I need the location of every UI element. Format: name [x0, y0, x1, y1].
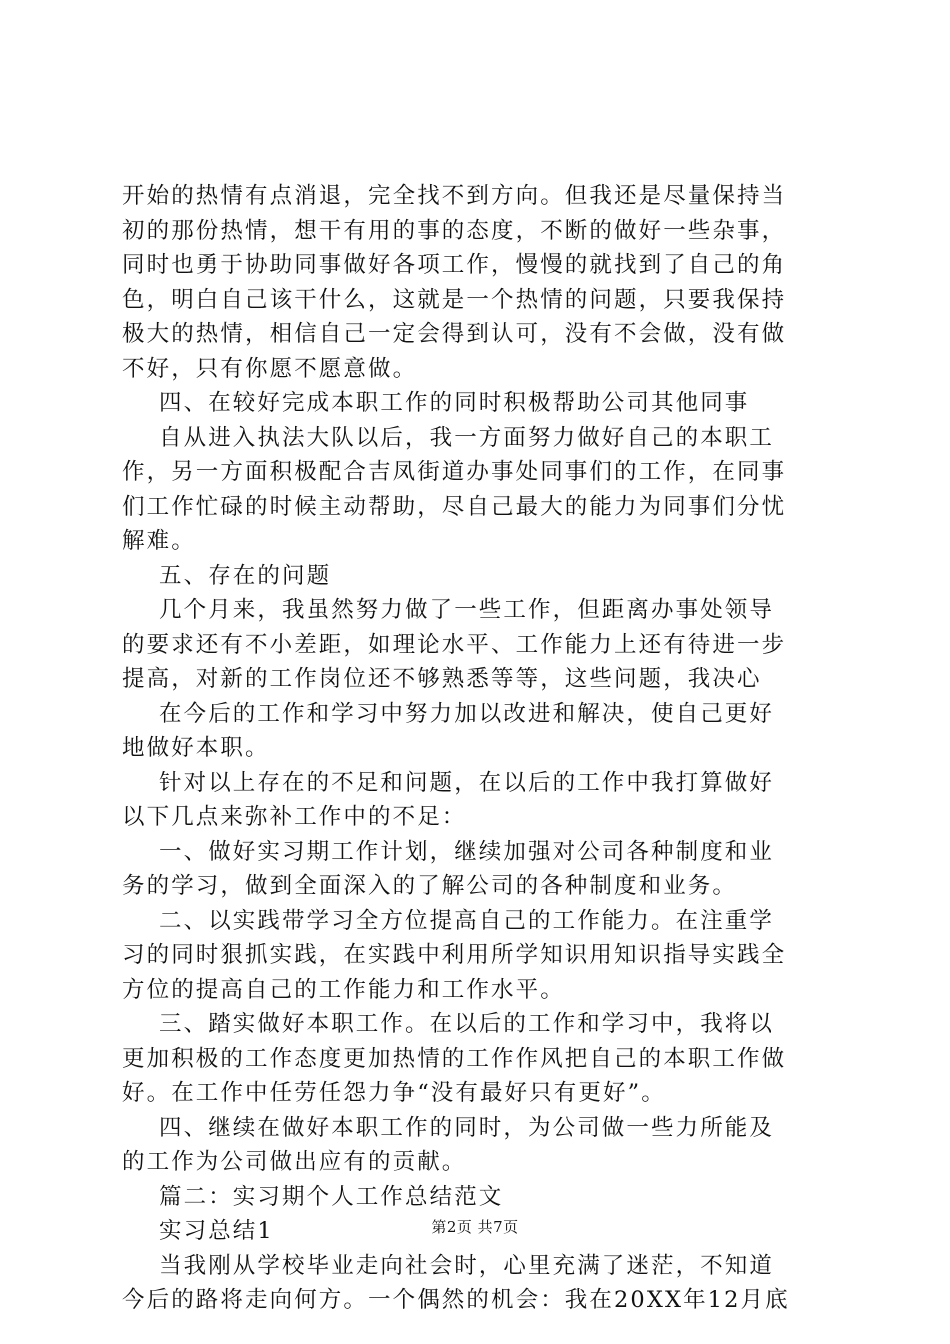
list-item: 四、继续在做好本职工作的同时，为公司做一些力所能及 [122, 1114, 775, 1141]
text-line: 的要求还有不小差距，如理论水平、工作能力上还有待进一步 [122, 631, 787, 658]
text-line: 不好，只有你愿不愿意做。 [122, 355, 418, 382]
text-line: 在今后的工作和学习中努力加以改进和解决，使自己更好 [122, 700, 775, 727]
list-item: 一、做好实习期工作计划，继续加强对公司各种制度和业 [122, 838, 775, 865]
text-line: 务的学习，做到全面深入的了解公司的各种制度和业务。 [122, 873, 738, 899]
text-line: 开始的热情有点消退，完全找不到方向。但我还是尽量保持当 [122, 183, 787, 209]
text-line: 初的那份热情，想干有用的事的态度，不断的做好一些杂事， [122, 217, 787, 244]
text-line: 极大的热情，相信自己一定会得到认可，没有不会做，没有做 [122, 321, 787, 347]
section-heading: 五、存在的问题 [122, 562, 332, 589]
text-line: 好。在工作中任劳任怨力争“没有最好只有更好”。 [122, 1080, 666, 1106]
text-line: 几个月来，我虽然努力做了一些工作，但距离办事处领导 [122, 597, 775, 623]
text-line: 提高，对新的工作岗位还不够熟悉等等，这些问题，我决心 [122, 666, 762, 692]
text-line: 自从进入执法大队以后，我一方面努力做好自己的本职工 [122, 424, 775, 451]
text-line: 以下几点来弥补工作中的不足： [122, 804, 467, 830]
text-line: 习的同时狠抓实践，在实践中利用所学知识用知识指导实践全 [122, 942, 787, 968]
document-body [122, 179, 834, 1318]
section-heading: 四、在较好完成本职工作的同时积极帮助公司其他同事 [122, 390, 750, 416]
text-line: 同时也勇于协助同事做好各项工作，慢慢的就找到了自己的角 [122, 252, 787, 278]
text-line: 当我刚从学校毕业走向社会时，心里充满了迷茫，不知道 [122, 1252, 775, 1279]
text-line: 今后的路将走向何方。一个偶然的机会：我在20XX年12月底 [122, 1287, 790, 1313]
page-number-footer: 第2页 共7页 [431, 1218, 519, 1236]
text-line: 色，明白自己该干什么，这就是一个热情的问题，只要我保持 [122, 286, 787, 313]
text-line: 作，另一方面积极配合吉凤街道办事处同事们的工作，在同事 [122, 459, 787, 485]
text-line: 解难。 [122, 528, 196, 554]
text-line: 更加积极的工作态度更加热情的工作作风把自己的本职工作做 [122, 1045, 787, 1072]
subsection-heading: 实习总结1 [122, 1218, 274, 1244]
text-line: 方位的提高自己的工作能力和工作水平。 [122, 976, 565, 1003]
text-line: 们工作忙碌的时候主动帮助，尽自己最大的能力为同事们分忧 [122, 493, 787, 520]
list-item: 三、踏实做好本职工作。在以后的工作和学习中，我将以 [122, 1011, 775, 1037]
text-line: 地做好本职。 [122, 735, 270, 761]
chapter-heading: 篇二：实习期个人工作总结范文 [122, 1183, 504, 1210]
text-line: 的工作为公司做出应有的贡献。 [122, 1149, 467, 1175]
list-item: 二、以实践带学习全方位提高自己的工作能力。在注重学 [122, 907, 775, 934]
text-line: 针对以上存在的不足和问题，在以后的工作中我打算做好 [122, 769, 775, 796]
